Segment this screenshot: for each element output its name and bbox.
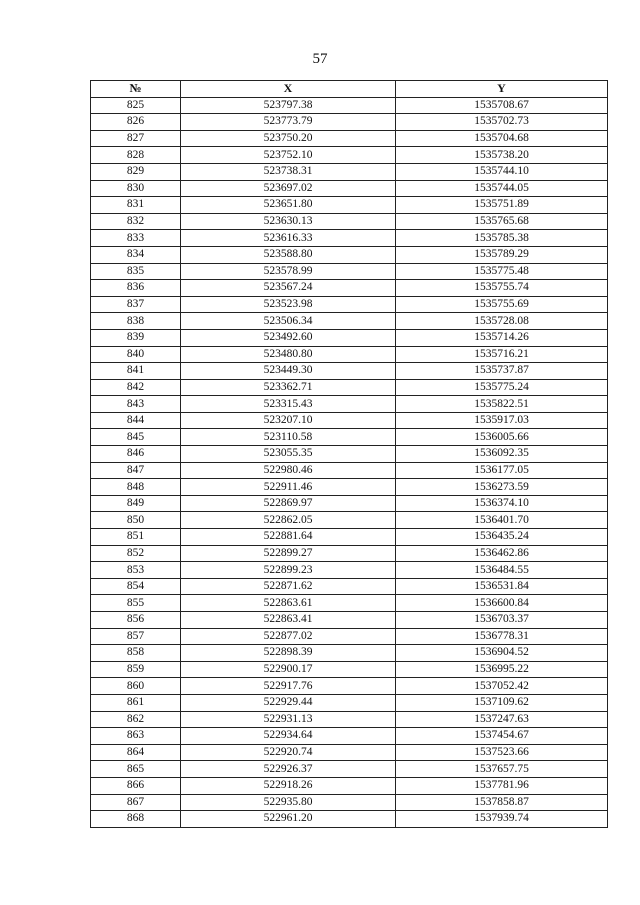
cell-x: 523207.10 bbox=[181, 412, 396, 429]
cell-x: 523578.99 bbox=[181, 263, 396, 280]
cell-number: 838 bbox=[91, 313, 181, 330]
cell-x: 523315.43 bbox=[181, 396, 396, 413]
cell-number: 826 bbox=[91, 114, 181, 131]
cell-number: 842 bbox=[91, 379, 181, 396]
cell-y: 1537939.74 bbox=[396, 811, 608, 828]
table-row bbox=[91, 678, 608, 695]
cell-x: 522980.46 bbox=[181, 462, 396, 479]
cell-y: 1537247.63 bbox=[396, 711, 608, 728]
cell-x: 522862.05 bbox=[181, 512, 396, 529]
cell-x: 522934.64 bbox=[181, 728, 396, 745]
table-row bbox=[91, 495, 608, 512]
table-row bbox=[91, 612, 608, 629]
cell-number: 859 bbox=[91, 661, 181, 678]
cell-x: 523797.38 bbox=[181, 97, 396, 114]
cell-x: 523449.30 bbox=[181, 363, 396, 380]
cell-number: 831 bbox=[91, 197, 181, 214]
cell-number: 825 bbox=[91, 97, 181, 114]
cell-y: 1536484.55 bbox=[396, 562, 608, 579]
cell-number: 857 bbox=[91, 628, 181, 645]
cell-y: 1535775.48 bbox=[396, 263, 608, 280]
cell-x: 522900.17 bbox=[181, 661, 396, 678]
table-row bbox=[91, 578, 608, 595]
cell-number: 863 bbox=[91, 728, 181, 745]
cell-y: 1535755.74 bbox=[396, 280, 608, 297]
cell-y: 1537052.42 bbox=[396, 678, 608, 695]
cell-number: 827 bbox=[91, 130, 181, 147]
cell-y: 1536600.84 bbox=[396, 595, 608, 612]
table-row bbox=[91, 595, 608, 612]
cell-y: 1535704.68 bbox=[396, 130, 608, 147]
cell-y: 1535785.38 bbox=[396, 230, 608, 247]
cell-y: 1536904.52 bbox=[396, 645, 608, 662]
cell-number: 833 bbox=[91, 230, 181, 247]
table-row bbox=[91, 711, 608, 728]
cell-number: 837 bbox=[91, 296, 181, 313]
header-y: Y bbox=[396, 81, 608, 98]
cell-x: 523750.20 bbox=[181, 130, 396, 147]
cell-x: 522877.02 bbox=[181, 628, 396, 645]
cell-y: 1535738.20 bbox=[396, 147, 608, 164]
cell-number: 851 bbox=[91, 529, 181, 546]
cell-number: 861 bbox=[91, 694, 181, 711]
cell-y: 1536092.35 bbox=[396, 446, 608, 463]
table-row bbox=[91, 313, 608, 330]
table-row bbox=[91, 97, 608, 114]
cell-x: 523651.80 bbox=[181, 197, 396, 214]
cell-y: 1536177.05 bbox=[396, 462, 608, 479]
cell-x: 523480.80 bbox=[181, 346, 396, 363]
cell-number: 856 bbox=[91, 612, 181, 629]
cell-y: 1536005.66 bbox=[396, 429, 608, 446]
cell-y: 1536778.31 bbox=[396, 628, 608, 645]
table-row bbox=[91, 661, 608, 678]
cell-y: 1536462.86 bbox=[396, 545, 608, 562]
cell-x: 523567.24 bbox=[181, 280, 396, 297]
table-row bbox=[91, 446, 608, 463]
table-row bbox=[91, 114, 608, 131]
cell-x: 523773.79 bbox=[181, 114, 396, 131]
cell-y: 1536374.10 bbox=[396, 495, 608, 512]
cell-x: 522918.26 bbox=[181, 777, 396, 794]
table-row bbox=[91, 329, 608, 346]
cell-x: 522899.23 bbox=[181, 562, 396, 579]
cell-y: 1535714.26 bbox=[396, 329, 608, 346]
cell-number: 847 bbox=[91, 462, 181, 479]
cell-x: 522920.74 bbox=[181, 744, 396, 761]
table-row bbox=[91, 197, 608, 214]
table-row bbox=[91, 163, 608, 180]
table-row bbox=[91, 296, 608, 313]
cell-x: 523752.10 bbox=[181, 147, 396, 164]
cell-number: 848 bbox=[91, 479, 181, 496]
cell-y: 1536995.22 bbox=[396, 661, 608, 678]
cell-number: 832 bbox=[91, 213, 181, 230]
cell-y: 1535702.73 bbox=[396, 114, 608, 131]
table-row bbox=[91, 363, 608, 380]
cell-number: 829 bbox=[91, 163, 181, 180]
cell-x: 523362.71 bbox=[181, 379, 396, 396]
table-row bbox=[91, 263, 608, 280]
cell-x: 523506.34 bbox=[181, 313, 396, 330]
cell-number: 835 bbox=[91, 263, 181, 280]
cell-x: 522899.27 bbox=[181, 545, 396, 562]
cell-x: 522898.39 bbox=[181, 645, 396, 662]
cell-number: 867 bbox=[91, 794, 181, 811]
table-row bbox=[91, 694, 608, 711]
cell-x: 523055.35 bbox=[181, 446, 396, 463]
coordinates-table bbox=[90, 80, 608, 828]
cell-number: 841 bbox=[91, 363, 181, 380]
cell-number: 840 bbox=[91, 346, 181, 363]
cell-y: 1536401.70 bbox=[396, 512, 608, 529]
cell-number: 830 bbox=[91, 180, 181, 197]
cell-y: 1535744.05 bbox=[396, 180, 608, 197]
cell-number: 866 bbox=[91, 777, 181, 794]
cell-y: 1536273.59 bbox=[396, 479, 608, 496]
cell-number: 868 bbox=[91, 811, 181, 828]
cell-x: 522881.64 bbox=[181, 529, 396, 546]
table-row bbox=[91, 180, 608, 197]
cell-y: 1537657.75 bbox=[396, 761, 608, 778]
table-row bbox=[91, 379, 608, 396]
cell-x: 522911.46 bbox=[181, 479, 396, 496]
cell-y: 1537858.87 bbox=[396, 794, 608, 811]
cell-y: 1535917.03 bbox=[396, 412, 608, 429]
table-row bbox=[91, 429, 608, 446]
table-row bbox=[91, 412, 608, 429]
cell-number: 860 bbox=[91, 678, 181, 695]
cell-y: 1535744.10 bbox=[396, 163, 608, 180]
cell-x: 522931.13 bbox=[181, 711, 396, 728]
cell-number: 849 bbox=[91, 495, 181, 512]
cell-y: 1537454.67 bbox=[396, 728, 608, 745]
cell-y: 1535789.29 bbox=[396, 246, 608, 263]
cell-number: 836 bbox=[91, 280, 181, 297]
cell-y: 1535755.69 bbox=[396, 296, 608, 313]
cell-x: 523630.13 bbox=[181, 213, 396, 230]
table-body bbox=[91, 97, 608, 827]
table-row bbox=[91, 529, 608, 546]
cell-y: 1535708.67 bbox=[396, 97, 608, 114]
cell-number: 858 bbox=[91, 645, 181, 662]
cell-number: 850 bbox=[91, 512, 181, 529]
cell-number: 839 bbox=[91, 329, 181, 346]
cell-number: 864 bbox=[91, 744, 181, 761]
table-row bbox=[91, 246, 608, 263]
header-x: X bbox=[181, 81, 396, 98]
cell-number: 855 bbox=[91, 595, 181, 612]
cell-y: 1537109.62 bbox=[396, 694, 608, 711]
cell-x: 522863.41 bbox=[181, 612, 396, 629]
cell-y: 1536703.37 bbox=[396, 612, 608, 629]
table-row bbox=[91, 479, 608, 496]
cell-number: 846 bbox=[91, 446, 181, 463]
cell-x: 523616.33 bbox=[181, 230, 396, 247]
table-row bbox=[91, 346, 608, 363]
cell-number: 852 bbox=[91, 545, 181, 562]
cell-y: 1535737.87 bbox=[396, 363, 608, 380]
cell-y: 1535775.24 bbox=[396, 379, 608, 396]
table-row bbox=[91, 545, 608, 562]
table-row bbox=[91, 130, 608, 147]
cell-number: 853 bbox=[91, 562, 181, 579]
cell-y: 1535751.89 bbox=[396, 197, 608, 214]
cell-number: 862 bbox=[91, 711, 181, 728]
cell-x: 522935.80 bbox=[181, 794, 396, 811]
cell-y: 1535716.21 bbox=[396, 346, 608, 363]
cell-x: 523110.58 bbox=[181, 429, 396, 446]
header-number: № bbox=[91, 81, 181, 98]
cell-number: 843 bbox=[91, 396, 181, 413]
cell-x: 522869.97 bbox=[181, 495, 396, 512]
table-row bbox=[91, 213, 608, 230]
table-row bbox=[91, 512, 608, 529]
cell-number: 845 bbox=[91, 429, 181, 446]
cell-x: 523738.31 bbox=[181, 163, 396, 180]
table-row bbox=[91, 794, 608, 811]
cell-x: 522917.76 bbox=[181, 678, 396, 695]
cell-x: 523588.80 bbox=[181, 246, 396, 263]
cell-x: 523523.98 bbox=[181, 296, 396, 313]
table-row bbox=[91, 744, 608, 761]
cell-number: 854 bbox=[91, 578, 181, 595]
table-row bbox=[91, 777, 608, 794]
cell-x: 522871.62 bbox=[181, 578, 396, 595]
table-row bbox=[91, 280, 608, 297]
cell-y: 1535728.08 bbox=[396, 313, 608, 330]
table-row bbox=[91, 462, 608, 479]
cell-number: 834 bbox=[91, 246, 181, 263]
cell-y: 1537523.66 bbox=[396, 744, 608, 761]
table-row bbox=[91, 645, 608, 662]
page-number: 57 bbox=[312, 51, 328, 67]
cell-y: 1535822.51 bbox=[396, 396, 608, 413]
cell-x: 522961.20 bbox=[181, 811, 396, 828]
table-row bbox=[91, 761, 608, 778]
cell-number: 844 bbox=[91, 412, 181, 429]
cell-y: 1535765.68 bbox=[396, 213, 608, 230]
table-row bbox=[91, 728, 608, 745]
table-row bbox=[91, 147, 608, 164]
cell-x: 522863.61 bbox=[181, 595, 396, 612]
cell-x: 523697.02 bbox=[181, 180, 396, 197]
cell-x: 522929.44 bbox=[181, 694, 396, 711]
cell-y: 1536435.24 bbox=[396, 529, 608, 546]
table-header-row bbox=[91, 81, 608, 98]
table-row bbox=[91, 396, 608, 413]
cell-x: 523492.60 bbox=[181, 329, 396, 346]
table-row bbox=[91, 562, 608, 579]
cell-y: 1537781.96 bbox=[396, 777, 608, 794]
cell-y: 1536531.84 bbox=[396, 578, 608, 595]
cell-number: 828 bbox=[91, 147, 181, 164]
table-row bbox=[91, 628, 608, 645]
cell-number: 865 bbox=[91, 761, 181, 778]
table-row bbox=[91, 230, 608, 247]
table-row bbox=[91, 811, 608, 828]
cell-x: 522926.37 bbox=[181, 761, 396, 778]
